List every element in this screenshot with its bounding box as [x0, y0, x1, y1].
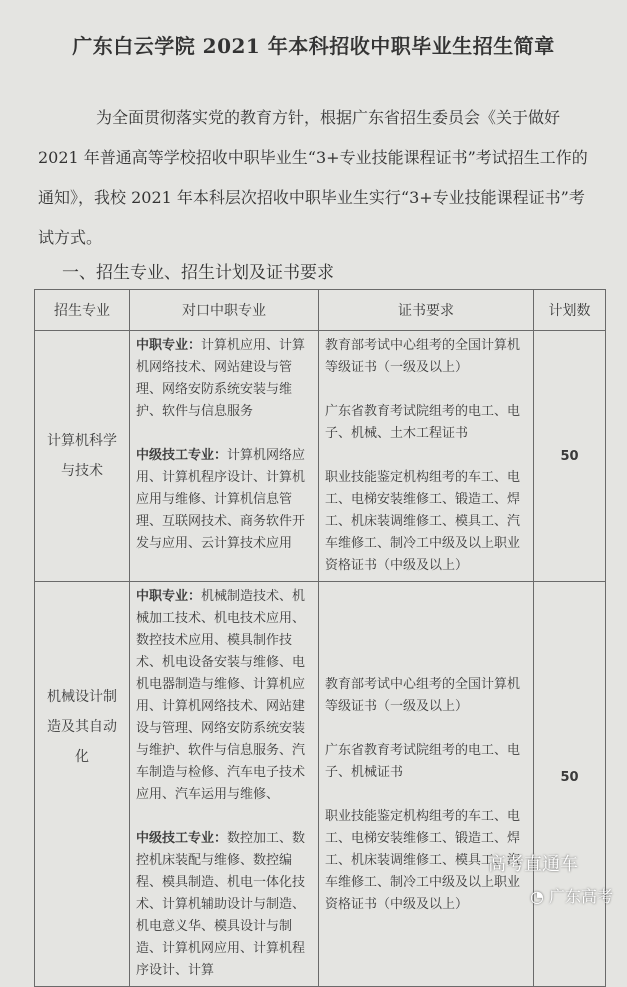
section-heading: 一、招生专业、招生计划及证书要求 [62, 263, 334, 283]
table-row [35, 331, 606, 582]
cert-item: 教育部考试中心组考的全国计算机等级证书（一级及以上） [325, 677, 521, 714]
cert-item: 广东省教育考试院组考的电工、电子、机械、土木工程证书 [325, 404, 521, 441]
header-major: 招生专业 [35, 290, 130, 331]
jg-text: 计算机网络应用、计算机程序设计、计算机应用与维修、计算机信息管理、互联网技术、商务软件开发与应用、云计算技术应用 [136, 448, 306, 551]
plan-cell: 50 [534, 331, 606, 582]
cert-item: 职业技能鉴定机构组考的车工、电工、电梯安装维修工、锻造工、焊工、机床装调维修工、模具工、汽车维修工、制冷工中级及以上职业资格证书（中级及以上） [325, 470, 521, 573]
plan-cell: 50 [534, 582, 606, 987]
jg-text: 数控加工、数控机床装配与维修、数控编程、模具制造、机电一体化技术、计算机辅助设计与制造、机电意义华、模具设计与制造、计算机网应用、计算机程序设计、计算 [136, 831, 306, 978]
header-matching-major: 对口中职专业 [130, 290, 319, 331]
table-header-row [35, 290, 606, 331]
jg-label: 中级技工专业： [136, 448, 228, 463]
major-cell: 计算机科学与技术 [35, 331, 130, 582]
wechat-icon: ◔ [530, 887, 550, 906]
table-row [35, 582, 606, 987]
zz-text: 机械制造技术、机械加工技术、机电技术应用、数控技术应用、模具制作技术、机电设备安装与维修、电机电器制造与维修、计算机应用、计算机网络技术、网站建设与管理、网络安防系统安装与维护、软件与信息服务、汽车制造与检修、汽车电子技术应用、汽车运用与维修、 [136, 589, 306, 802]
matching-major-cell [130, 331, 319, 582]
major-cell: 机械设计制造及其自动化 [35, 582, 130, 987]
intro-paragraph: 为全面贯彻落实党的教育方针，根据广东省招生委员会《关于做好 2021 年普通高等学校招收中职毕业生“3+专业技能课程证书”考试招生工作的通知》，我校 2021 年本科层次招收中职毕业生实行“3+专业技能课程证书”考试方式。 [38, 108, 588, 247]
watermark-account: ◔ 广东高考 [530, 887, 614, 906]
header-certificates: 证书要求 [319, 290, 534, 331]
header-plan: 计划数 [534, 290, 606, 331]
certificate-cell [319, 582, 534, 987]
matching-major-cell [130, 582, 319, 987]
cert-item: 广东省教育考试院组考的电工、电子、机械证书 [325, 743, 521, 780]
zz-label: 中职专业： [136, 338, 202, 353]
document-title: 广东白云学院 2021 年本科招收中职毕业生招生简章 [72, 34, 555, 58]
cert-item: 职业技能鉴定机构组考的车工、电工、电梯安装维修工、锻造工、焊工、机床装调维修工、模具工、汽车维修工、制冷工中级及以上职业资格证书（中级及以上） [325, 809, 521, 912]
watermark-text: 高考直通车 [488, 854, 578, 875]
zz-text: 计算机应用、计算机网络技术、网站建设与管理、网络安防系统安装与维护、软件与信息服务 [136, 338, 306, 419]
jg-label: 中级技工专业： [136, 831, 228, 846]
admission-table [34, 289, 606, 987]
zz-label: 中职专业： [136, 589, 202, 604]
cert-item: 教育部考试中心组考的全国计算机等级证书（一级及以上） [325, 338, 521, 375]
certificate-cell [319, 331, 534, 582]
